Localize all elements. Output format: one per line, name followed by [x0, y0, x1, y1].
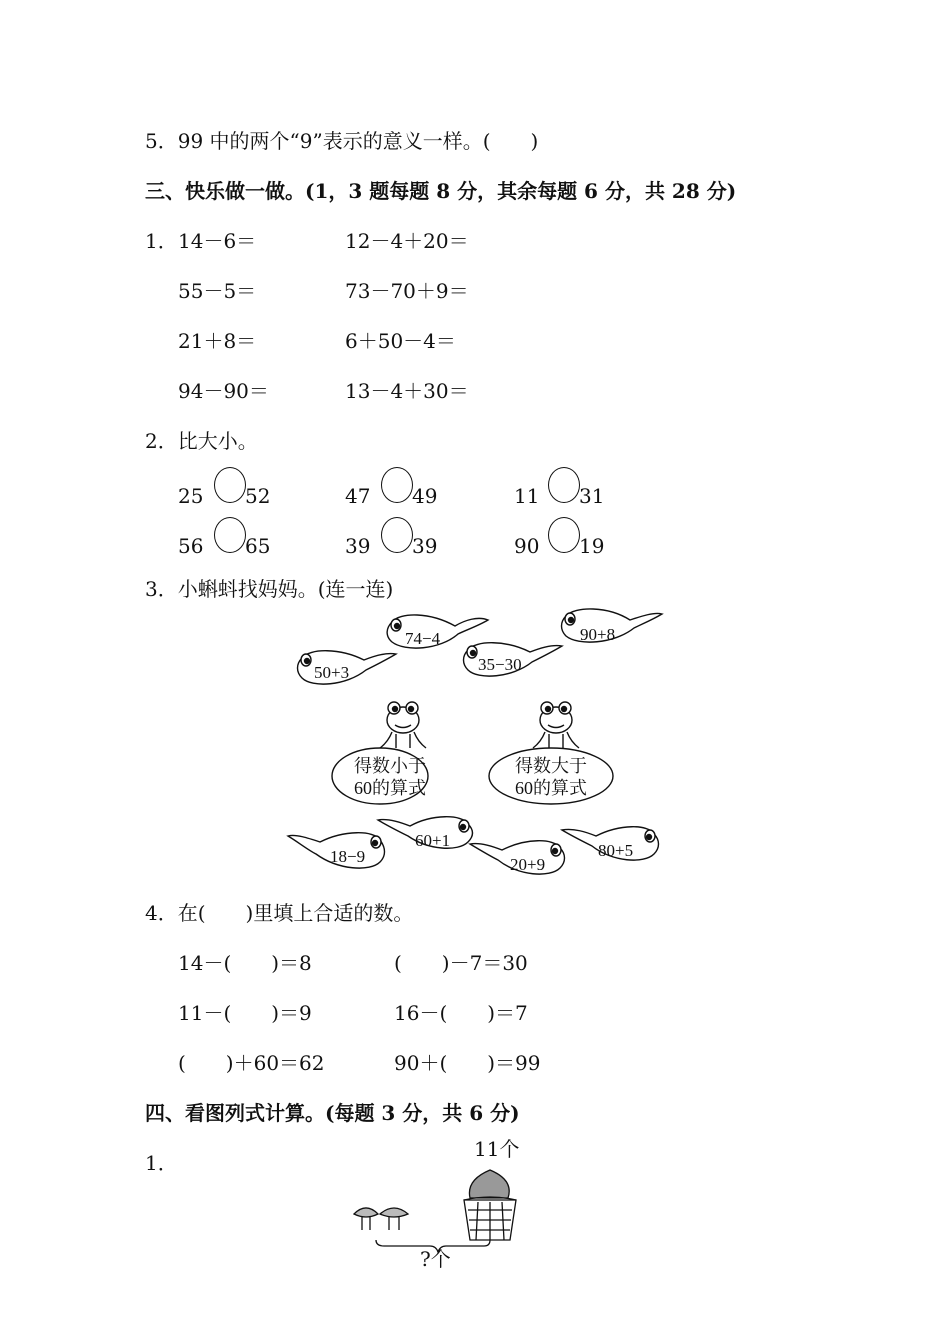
compare-a: 25 [178, 484, 204, 508]
equation-left-3: 21＋8＝ [178, 329, 257, 353]
fill-left-3: ( )＋60＝62 [178, 1051, 325, 1075]
problem-1-number: 1． [145, 229, 178, 253]
compare-a: 11 [514, 484, 540, 508]
section-4-problem-1-number: 1． [145, 1151, 178, 1175]
fill-right-1: ( )－7＝30 [394, 951, 528, 975]
basket-icon [464, 1170, 516, 1240]
tadpole-label: 74−4 [405, 629, 441, 648]
tadpole-label: 50+3 [314, 663, 350, 682]
frog-right [533, 702, 579, 748]
compare-a: 39 [345, 534, 371, 558]
problem-3-title: 3．小蝌蚪找妈妈。(连一连) [145, 577, 394, 601]
mushroom-icon [380, 1208, 408, 1230]
tadpole-label: 80+5 [598, 841, 634, 860]
compare-b: 39 [412, 534, 438, 558]
basket-count-label: 11个 [474, 1137, 520, 1161]
equation-left-2: 55－5＝ [178, 279, 257, 303]
problem-2-title: 2．比大小。 [145, 429, 258, 453]
equation-right-3: 6＋50－4＝ [345, 329, 456, 353]
mushroom-icon [354, 1208, 378, 1230]
compare-b: 49 [412, 484, 438, 508]
equation-right-4: 13－4＋30＝ [345, 379, 469, 403]
problem-4-title: 4．在( )里填上合适的数。 [145, 901, 414, 925]
equation-left-4: 94－90＝ [178, 379, 269, 403]
frog-right-label-1: 得数大于 [515, 756, 587, 776]
compare-b: 19 [579, 534, 605, 558]
fill-left-1: 14－( )＝8 [178, 951, 312, 975]
total-question-label: ?个 [420, 1247, 451, 1271]
tadpole-label: 35−30 [478, 655, 522, 674]
compare-a: 56 [178, 534, 204, 558]
fill-right-3: 90＋( )＝99 [394, 1051, 541, 1075]
frog-left-label-1: 得数小于 [354, 756, 426, 776]
section-3-title: 三、快乐做一做。(1，3 题每题 8 分，其余每题 6 分，共 28 分) [145, 179, 737, 203]
equation-right-2: 73－70＋9＝ [345, 279, 469, 303]
question-5: 5．99 中的两个“9”表示的意义一样。( ) [145, 129, 539, 153]
tadpole-label: 90+8 [580, 625, 616, 644]
compare-b: 52 [245, 484, 271, 508]
frog-left [380, 702, 426, 748]
compare-a: 47 [345, 484, 371, 508]
frog-left-label-2: 60的算式 [354, 778, 426, 798]
compare-b: 31 [579, 484, 605, 508]
frog-right-label-2: 60的算式 [515, 778, 587, 798]
tadpole-label: 20+9 [510, 855, 546, 874]
fill-right-2: 16－( )＝7 [394, 1001, 528, 1025]
compare-a: 90 [514, 534, 540, 558]
equation-left-1: 14－6＝ [178, 229, 257, 253]
tadpole-label: 18−9 [330, 847, 366, 866]
section-4-title: 四、看图列式计算。(每题 3 分，共 6 分) [145, 1101, 520, 1125]
equation-right-1: 12－4＋20＝ [345, 229, 469, 253]
compare-b: 65 [245, 534, 271, 558]
tadpole-label: 60+1 [415, 831, 451, 850]
fill-left-2: 11－( )＝9 [178, 1001, 312, 1025]
